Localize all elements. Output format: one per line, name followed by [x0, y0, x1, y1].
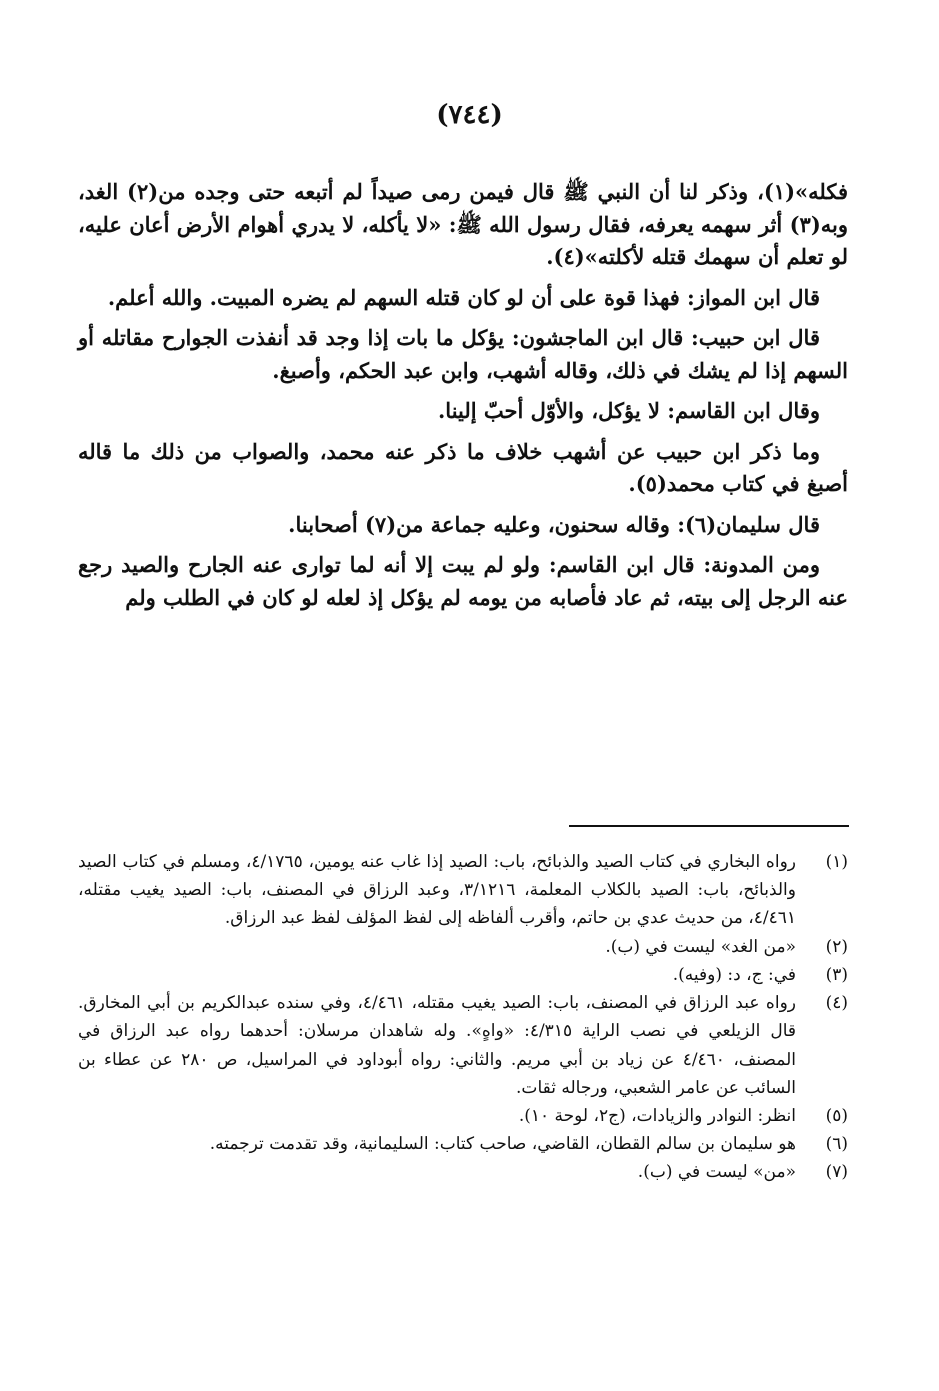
footnote-item	[78, 1130, 848, 1158]
footnote-item	[78, 961, 848, 989]
paragraph-7: ومن المدونة: قال ابن القاسم: ولو لم يبت إلا أنه لما توارى عنه الجارح والصيد رجع عنه الرجل إلى بيته، ثم عاد فأصابه من يومه لم يؤكل إذ لعله لو كان في الطلب ولم	[78, 552, 848, 611]
footnote-text: رواه البخاري في كتاب الصيد والذبائح، باب: الصيد إذا غاب عنه يومين، ٤/١٧٦٥، ومسلم في كتاب الصيد والذبائح، باب: الصيد بالكلاب المعلمة، ٣/١٢١٦، وعبد الرزاق في المصنف، باب: الصيد يغيب مقتله، ٤/٤٦١، من حديث عدي بن حاتم، وأقرب ألفاظه إلى لفظ المؤلف لفظ عبد الرزاق.	[78, 852, 796, 929]
paragraph-4: وقال ابن القاسم: لا يؤكل، والأوّل أحبّ إلينا.	[437, 398, 820, 424]
footnote-item	[78, 1158, 848, 1186]
main-text	[78, 176, 848, 623]
footnote-number: (٣)	[825, 964, 848, 985]
footnote-item	[78, 1102, 848, 1130]
footnote-item	[78, 933, 848, 961]
footnote-number: (٥)	[825, 1105, 848, 1126]
paragraph-2: قال ابن المواز: فهذا قوة على أن لو كان قتله السهم لم يضره المبيت. والله أعلم.	[107, 284, 820, 310]
footnote-text: «من الغد» ليست في (ب).	[605, 936, 796, 957]
page-number: (٧٤٤)	[436, 100, 503, 130]
footnote-number: (٧)	[825, 1162, 848, 1183]
paragraph-6: قال سليمان(٦): وقاله سحنون، وعليه جماعة من(٧) أصحابنا.	[288, 511, 820, 537]
footnote-number: (١)	[825, 852, 848, 872]
footnote-text: في: ج، د: (وفيه).	[672, 964, 796, 985]
paragraph-5: وما ذكر ابن حبيب عن أشهب خلاف ما ذكر عنه محمد، والصواب من ذلك ما قاله أصبغ في كتاب محمد(٥).	[78, 438, 848, 497]
footnote-number: (٤)	[825, 993, 848, 1014]
footnote-number: (٦)	[825, 1134, 848, 1155]
footnote-text: رواه عبد الرزاق في المصنف، باب: الصيد يغيب مقتله، ٤/٤٦١، وفي سنده عبدالكريم بن أبي المخارق. قال الزيلعي في نصب الراية ٤/٣١٥: «واهٍ». وله شاهدان مرسلان: أحدهما رواه عبد الرزاق في المصنف، ٤/٤٦٠ عن زياد بن أبي مريم. والثاني: رواه أبوداود في المراسيل، ص ٢٨٠ عن عطاء بن السائب عن عامر الشعبي، ورجاله ثقات.	[78, 993, 797, 1098]
paragraph-1: فكله»(١)، وذكر لنا أن النبي ﷺ قال فيمن رمى صيداً لم أتبعه حتى وجده من(٢) الغد، وبه(٣) أثر سهمه يعرفه، فقال رسول الله ﷺ: «لا يأكله، لا يدري أهوام الأرض أعان عليه، لو تعلم أن سهمك قتله لأكلته»(٤).	[78, 179, 848, 270]
footnote-divider	[569, 825, 849, 827]
footnote-item	[78, 848, 848, 933]
footnote-number: (٢)	[825, 936, 848, 957]
footnote-item	[78, 989, 848, 1102]
footnote-text: انظر: النوادر والزيادات، (ج٢، لوحة ١٠).	[518, 1105, 796, 1126]
footnote-text: «من» ليست في (ب).	[637, 1162, 796, 1183]
paragraph-3: قال ابن حبيب: قال ابن الماجشون: يؤكل ما بات إذا وجد قد أنفذت الجوارح مقاتله أو السهم إذا لم يشك في ذلك، وقاله أشهب، وابن عبد الحكم، وأصبغ.	[78, 325, 848, 383]
footnotes	[78, 848, 848, 1187]
footnote-text: هو سليمان بن سالم القطان، القاضي، صاحب كتاب: السليمانية، وقد تقدمت ترجمته.	[209, 1134, 796, 1155]
